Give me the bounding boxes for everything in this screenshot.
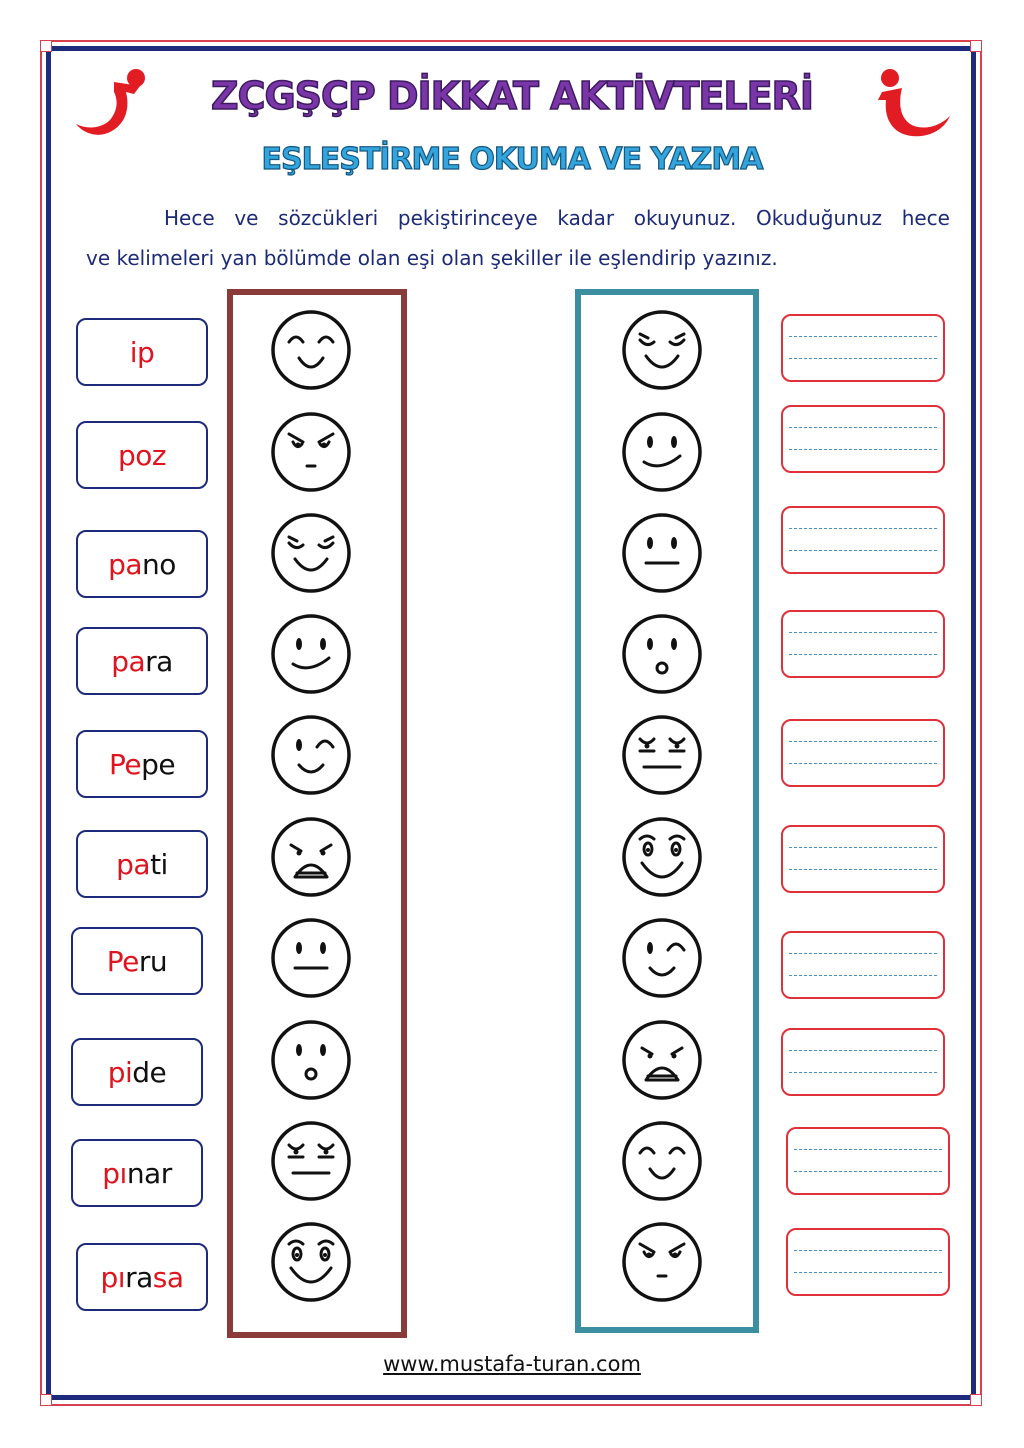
face-content-smile-icon (269, 511, 353, 595)
guide-line (789, 1050, 937, 1051)
syllable-black: ra (145, 644, 173, 678)
syllable-black: no (142, 547, 176, 581)
answer-box[interactable] (786, 1228, 950, 1296)
instructions-line-2: ve kelimeleri yan bölümde olan eşi olan şekiller ile eşlendirip yazınız. (86, 246, 778, 270)
border-corner (970, 40, 982, 52)
border-corner (40, 1394, 52, 1406)
footer-link[interactable]: www.mustafa-turan.com (383, 1352, 641, 1376)
face-neutral-icon (269, 916, 353, 1000)
answer-box[interactable] (781, 719, 945, 787)
word-text (109, 748, 175, 781)
word-card (76, 627, 208, 695)
word-text (130, 336, 155, 369)
syllable-black: nar (126, 1156, 172, 1190)
syllable-red: ip (129, 335, 155, 369)
face-big-grin-icon (269, 1220, 353, 1304)
word-text (108, 1056, 167, 1089)
word-card (76, 318, 208, 386)
guide-line (789, 427, 937, 428)
word-text (116, 848, 168, 881)
guide-line (794, 1149, 942, 1150)
answer-box[interactable] (781, 405, 945, 473)
word-text (102, 1157, 171, 1190)
face-wink-icon (269, 713, 353, 797)
face-content-smile-icon (620, 308, 704, 392)
answer-box[interactable] (786, 1127, 950, 1195)
guide-line (789, 847, 937, 848)
answer-box[interactable] (781, 1028, 945, 1096)
word-card (71, 1038, 203, 1106)
guide-line (789, 953, 937, 954)
guide-line (794, 1272, 942, 1273)
word-text (118, 439, 166, 472)
guide-line (789, 449, 937, 450)
guide-line (794, 1171, 942, 1172)
face-shocked-sad-icon (620, 1018, 704, 1102)
guide-line (789, 550, 937, 551)
face-sleepy-neutral-icon (269, 1119, 353, 1203)
syllable-red: pa (116, 847, 151, 881)
face-smirk-icon (620, 410, 704, 494)
guide-line (789, 632, 937, 633)
syllable-red: pı (102, 1156, 127, 1190)
face-surprised-icon (269, 1018, 353, 1102)
face-smirk-icon (269, 612, 353, 696)
face-happy-closed-eyes-icon (269, 308, 353, 392)
face-neutral-icon (620, 511, 704, 595)
syllable-red: Pe (108, 747, 142, 781)
word-card (76, 830, 208, 898)
guide-line (794, 1250, 942, 1251)
syllable-red: pi (107, 1055, 133, 1089)
guide-line (789, 336, 937, 337)
syllable-black: de (132, 1055, 167, 1089)
guide-line (789, 763, 937, 764)
guide-line (789, 358, 937, 359)
word-text (108, 548, 176, 581)
syllable-black: ti (150, 847, 168, 881)
face-happy-closed-eyes-icon (620, 1119, 704, 1203)
guide-line (789, 654, 937, 655)
syllable-red: Pe (106, 944, 139, 978)
instructions-line-1: Hece ve sözcükleri pekiştirinceye kadar okuyunuz. Okuduğunuz hece (164, 206, 950, 230)
border-corner (970, 1394, 982, 1406)
word-card (76, 1243, 208, 1311)
word-card (71, 927, 203, 995)
face-angry-icon (620, 1220, 704, 1304)
guide-line (789, 1072, 937, 1073)
syllable-black: ru (138, 944, 168, 978)
face-angry-icon (269, 410, 353, 494)
face-big-grin-icon (620, 815, 704, 899)
word-text (101, 1261, 184, 1294)
answer-box[interactable] (781, 825, 945, 893)
syllable-red: pa (111, 644, 146, 678)
syllable-red: sa (152, 1260, 184, 1294)
word-card (76, 421, 208, 489)
answer-box[interactable] (781, 314, 945, 382)
word-card (71, 1139, 203, 1207)
syllable-black: pe (141, 747, 176, 781)
guide-line (789, 528, 937, 529)
word-text (107, 945, 167, 978)
face-shocked-sad-icon (269, 815, 353, 899)
page-title: ZÇGŞÇP DİKKAT AKTİVTELERİ (211, 74, 813, 118)
guide-line (789, 975, 937, 976)
word-card (76, 530, 208, 598)
guide-line (789, 869, 937, 870)
syllable-black: ra (125, 1260, 153, 1294)
border-corner (40, 40, 52, 52)
syllable-red: pa (108, 547, 143, 581)
face-wink-icon (620, 916, 704, 1000)
answer-box[interactable] (781, 610, 945, 678)
page-subtitle: EŞLEŞTİRME OKUMA VE YAZMA (261, 142, 763, 177)
answer-box[interactable] (781, 931, 945, 999)
syllable-red: pı (100, 1260, 126, 1294)
face-sleepy-neutral-icon (620, 713, 704, 797)
guide-line (789, 741, 937, 742)
syllable-red: poz (117, 438, 167, 472)
answer-box[interactable] (781, 506, 945, 574)
word-text (111, 645, 173, 678)
face-surprised-icon (620, 612, 704, 696)
word-card (76, 730, 208, 798)
